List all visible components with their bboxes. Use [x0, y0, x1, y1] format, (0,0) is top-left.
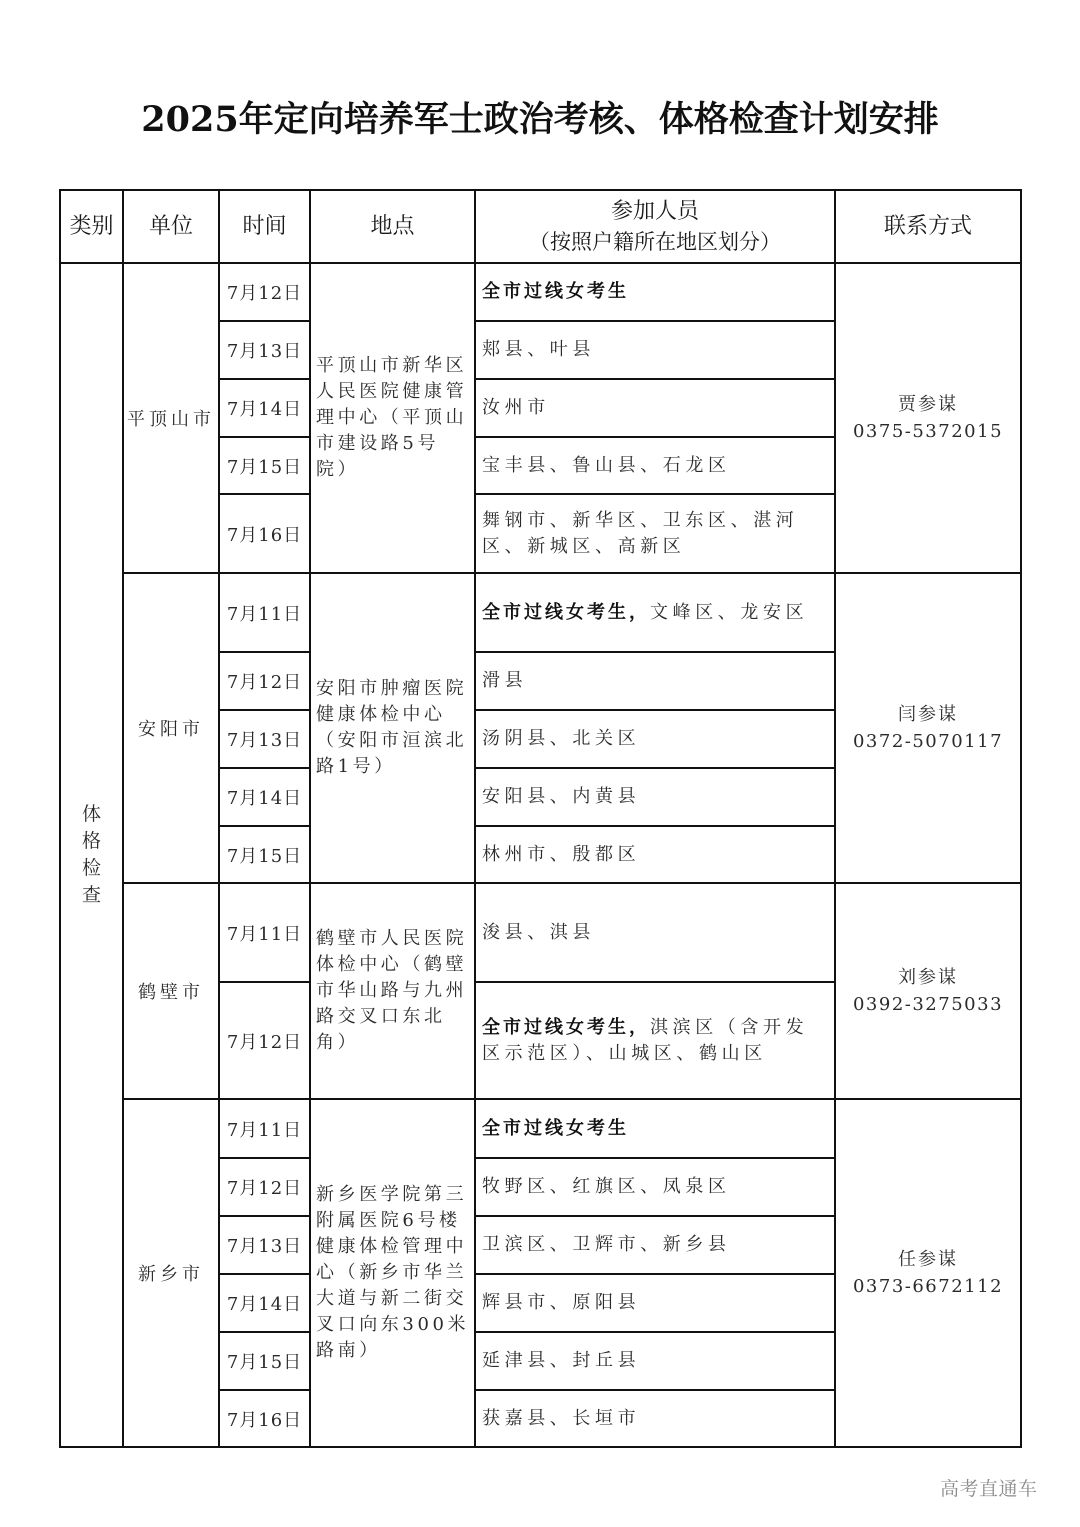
participants-text: 滑县 — [482, 670, 528, 691]
location-text: 鹤壁市人民医院体检中心（鹤壁市华山路与九州路交叉口东北角） — [316, 928, 468, 1053]
participants-text: 汤阴县、北关区 — [482, 728, 641, 749]
participants-cell — [475, 1274, 835, 1332]
participants-cell — [475, 263, 835, 321]
table-row — [60, 883, 1021, 982]
contact-cell-hebi — [835, 883, 1021, 1099]
participants-text: 宝丰县、鲁山县、石龙区 — [482, 454, 731, 476]
date-cell: 7月11日 — [219, 883, 310, 982]
header-participants-label: 参加人员 — [610, 198, 699, 224]
date-cell: 7月12日 — [219, 982, 310, 1099]
date-cell: 7月15日 — [219, 826, 310, 883]
header-location: 地点 — [310, 190, 475, 263]
date-cell: 7月14日 — [219, 379, 310, 437]
participants-cell — [475, 379, 835, 437]
contact-phone: 0375-5372015 — [852, 421, 1004, 442]
header-participants-note: （按照户籍所在地区划分） — [529, 229, 781, 254]
participants-text: 舞钢市、新华区、卫东区、湛河区、新城区、高新区 — [482, 509, 799, 557]
date-cell: 7月16日 — [219, 494, 310, 573]
participants-cell — [475, 982, 835, 1099]
participants-cell — [475, 573, 835, 652]
contact-cell-anyang — [835, 573, 1021, 883]
location-cell-pingdingshan — [310, 263, 475, 573]
header-contact: 联系方式 — [835, 190, 1021, 263]
unit-cell-hebi: 鹤壁市 — [123, 883, 219, 1099]
unit-cell-anyang: 安阳市 — [123, 573, 219, 883]
participants-cell — [475, 826, 835, 883]
participants-cell — [475, 1099, 835, 1158]
location-cell-xinxiang — [310, 1099, 475, 1447]
table-row — [60, 263, 1021, 321]
participants-text: 郏县、叶县 — [482, 339, 595, 360]
participants-cell — [475, 1216, 835, 1274]
contact-name: 刘参谋 — [898, 967, 958, 988]
location-text: 平顶山市新华区人民医院健康管理中心（平顶山市建设路5号院） — [316, 355, 468, 480]
participants-text: 文峰区、龙安区 — [650, 601, 809, 623]
date-cell: 7月12日 — [219, 652, 310, 710]
participants-cell — [475, 1332, 835, 1390]
category-cell — [60, 263, 123, 1447]
header-participants — [475, 190, 835, 263]
participants-cell — [475, 652, 835, 710]
date-cell: 7月14日 — [219, 1274, 310, 1332]
contact-phone: 0372-5070117 — [852, 731, 1004, 752]
participants-cell — [475, 494, 835, 573]
unit-cell-pingdingshan: 平顶山市 — [123, 263, 219, 573]
participants-cell — [475, 321, 835, 379]
contact-cell-pingdingshan — [835, 263, 1021, 573]
location-cell-anyang — [310, 573, 475, 883]
participants-text: 卫滨区、卫辉市、新乡县 — [482, 1234, 731, 1255]
participants-cell — [475, 883, 835, 982]
category-label: 体格检查 — [81, 803, 101, 906]
header-unit: 单位 — [123, 190, 219, 263]
date-cell: 7月12日 — [219, 263, 310, 321]
contact-phone: 0373-6672112 — [852, 1276, 1004, 1297]
participants-text: 辉县市、原阳县 — [482, 1292, 641, 1313]
participants-highlight: 全市过线女考生， — [482, 601, 650, 623]
contact-phone: 0392-3275033 — [852, 994, 1004, 1015]
participants-text: 获嘉县、长垣市 — [482, 1407, 641, 1429]
participants-cell — [475, 710, 835, 768]
date-cell: 7月13日 — [219, 710, 310, 768]
date-cell: 7月12日 — [219, 1158, 310, 1216]
participants-highlight: 全市过线女考生， — [482, 1016, 650, 1038]
contact-name: 闫参谋 — [898, 704, 958, 725]
date-cell: 7月13日 — [219, 321, 310, 379]
header-row — [60, 190, 1021, 263]
contact-cell-xinxiang — [835, 1099, 1021, 1447]
date-cell: 7月16日 — [219, 1390, 310, 1447]
location-cell-hebi — [310, 883, 475, 1099]
header-time: 时间 — [219, 190, 310, 263]
participants-cell — [475, 437, 835, 494]
location-text: 新乡医学院第三附属医院6号楼健康体检管理中心（新乡市华兰大道与新二街交叉口向东300米路南） — [316, 1184, 470, 1361]
participants-text: 林州市、殷都区 — [482, 843, 641, 865]
participants-highlight: 全市过线女考生 — [482, 1117, 629, 1139]
participants-text: 安阳县、内黄县 — [482, 786, 641, 807]
contact-name: 贾参谋 — [898, 394, 958, 415]
date-cell: 7月11日 — [219, 1099, 310, 1158]
participants-text: 浚县、淇县 — [482, 921, 595, 943]
date-cell: 7月13日 — [219, 1216, 310, 1274]
participants-text: 延津县、封丘县 — [482, 1350, 641, 1371]
schedule-table — [59, 189, 1022, 1448]
page-title: 2025年定向培养军士政治考核、体格检查计划安排 — [141, 99, 939, 140]
date-cell: 7月14日 — [219, 768, 310, 826]
participants-cell — [475, 1158, 835, 1216]
unit-cell-xinxiang: 新乡市 — [123, 1099, 219, 1447]
participants-text: 牧野区、红旗区、凤泉区 — [482, 1176, 731, 1197]
table-row — [60, 1099, 1021, 1158]
date-cell: 7月15日 — [219, 1332, 310, 1390]
participants-text: 淇滨区（含开发区示范区）、山城区、鹤山区 — [482, 1016, 809, 1064]
participants-highlight: 全市过线女考生 — [482, 281, 629, 302]
date-cell: 7月11日 — [219, 573, 310, 652]
participants-cell — [475, 1390, 835, 1447]
location-text: 安阳市肿瘤医院健康体检中心（安阳市洹滨北路1号） — [316, 678, 468, 777]
date-cell: 7月15日 — [219, 437, 310, 494]
participants-cell — [475, 768, 835, 826]
header-category: 类别 — [60, 190, 123, 263]
watermark: 高考直通车 — [940, 1478, 1038, 1500]
contact-name: 任参谋 — [898, 1249, 958, 1270]
table-row — [60, 573, 1021, 652]
participants-text: 汝州市 — [482, 397, 550, 418]
